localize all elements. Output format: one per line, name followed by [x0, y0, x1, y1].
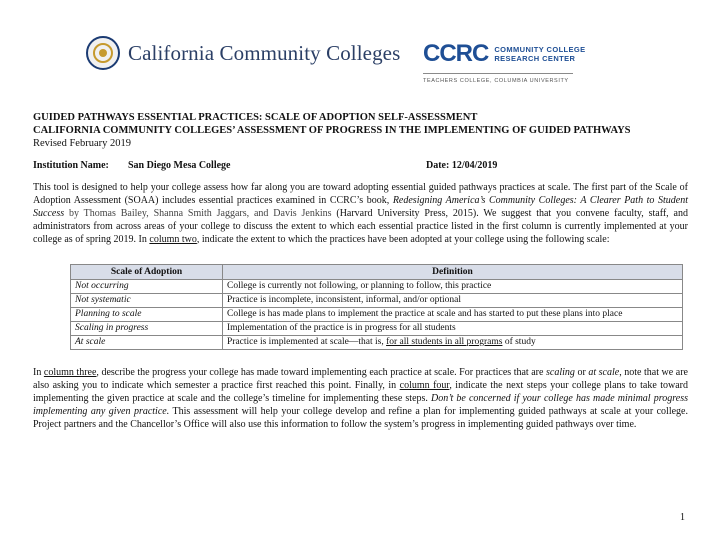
table-row	[71, 294, 683, 308]
ccrc-logo-line2: RESEARCH CENTER	[494, 54, 576, 63]
scale-cell: Planning to scale	[71, 308, 223, 322]
scale-cell: Scaling in progress	[71, 322, 223, 336]
instr-text-2: , describe the progress your college has made toward implementing each practice at scale. For practices that are	[96, 367, 546, 378]
book-title: Redesigning America’s Community Colleges: A Clearer Path to Student Success	[33, 195, 688, 219]
instructions-paragraph	[33, 366, 688, 431]
at-scale-term: at scale	[588, 367, 620, 378]
definition-underlined-text: for all students in all programs	[386, 337, 503, 347]
ccrc-logo-divider	[423, 73, 573, 74]
institution-name-label: Institution Name:	[33, 160, 109, 171]
table-row	[71, 336, 683, 350]
date-field: Date: 12/04/2019	[426, 160, 498, 171]
document-title: GUIDED PATHWAYS ESSENTIAL PRACTICES: SCALE OF ADOPTION SELF-ASSESSMENT	[33, 112, 478, 123]
ccc-logo-text: California Community Colleges	[128, 40, 401, 65]
intro-text-1: This tool is designed to help your college assess how far along you are toward adopting essential guided pathways practices at scale. The first part of the Scale of Adoption Assessment (SOAA) includes essential practices examined in CCRC’s book,	[33, 182, 688, 206]
table-header-definition: Definition	[223, 265, 683, 280]
column-two-ref: column two	[149, 234, 197, 245]
instr-text-3: , note that we are also asking you to indicate which semester a practice first reached this point. Finally, in	[33, 367, 688, 391]
definition-cell	[223, 336, 683, 350]
column-four-ref: column four	[399, 380, 450, 391]
revised-date: Revised February 2019	[33, 138, 131, 149]
ccrc-logo	[423, 40, 586, 84]
reassurance-note: Don’t be concerned if your college has made minimal progress implementing any given practice.	[33, 393, 688, 417]
california-community-colleges-logo	[86, 36, 400, 70]
ccrc-logo-subtitle: TEACHERS COLLEGE, COLUMBIA UNIVERSITY	[423, 78, 569, 84]
scale-cell: At scale	[71, 336, 223, 350]
scale-of-adoption-table	[70, 264, 683, 350]
document-subtitle: CALIFORNIA COMMUNITY COLLEGES’ ASSESSMENT OF PROGRESS IN THE IMPLEMENTING OF GUIDED PATHWAYS	[33, 125, 631, 136]
definition-cell: Practice is incomplete, inconsistent, informal, and/or optional	[223, 294, 683, 308]
table-row	[71, 322, 683, 336]
instr-or: or	[574, 367, 589, 378]
scaling-term: scaling	[546, 367, 575, 378]
intro-text-4: , indicate the extent to which the practices have been adopted at your college using the following scale:	[196, 234, 610, 245]
definition-cell: College is currently not following, or planning to follow, this practice	[223, 280, 683, 294]
page-number: 1	[680, 512, 685, 523]
intro-text-2: by	[64, 208, 84, 219]
ccrc-logo-line1: COMMUNITY COLLEGE	[494, 45, 586, 54]
institution-name-value: San Diego Mesa College	[128, 160, 231, 171]
table-row	[71, 280, 683, 294]
ccc-seal-icon	[86, 36, 120, 70]
instr-text-4: , indicate the next steps your college plans to take toward implementing the given practice at scale and the college’s timeline for implementing these steps.	[33, 380, 688, 404]
scale-cell: Not systematic	[71, 294, 223, 308]
definition-cell: Implementation of the practice is in progress for all students	[223, 322, 683, 336]
table-row	[71, 308, 683, 322]
definition-text-end: of study	[502, 337, 536, 347]
intro-text-3: (Harvard University Press, 2015). We suggest that you convene faculty, staff, and administrators from across areas of your college to discuss the extent to which each essential practice listed in the first column is currently implemented at your college as of spring 2019. In	[33, 208, 688, 245]
ccrc-logo-mark: CCRC	[423, 40, 489, 67]
intro-paragraph	[33, 181, 688, 246]
table-header-scale: Scale of Adoption	[71, 265, 223, 280]
definition-text: Practice is implemented at scale—that is,	[227, 337, 387, 347]
table-header-row	[71, 265, 683, 280]
scale-cell: Not occurring	[71, 280, 223, 294]
instr-text-5: This assessment will help your college develop and refine a plan for implementing guided pathways at scale at your college. Project partners and the Chancellor’s Office will also use this information to follow the system’s progress in implementing guided pathways over time.	[33, 406, 688, 430]
instr-text-1: In	[33, 367, 44, 378]
column-three-ref: column three	[43, 367, 97, 378]
book-authors: Thomas Bailey, Shanna Smith Jaggars, and Davis Jenkins	[83, 208, 332, 219]
definition-cell: College is has made plans to implement the practice at scale and has started to put these plans into place	[223, 308, 683, 322]
